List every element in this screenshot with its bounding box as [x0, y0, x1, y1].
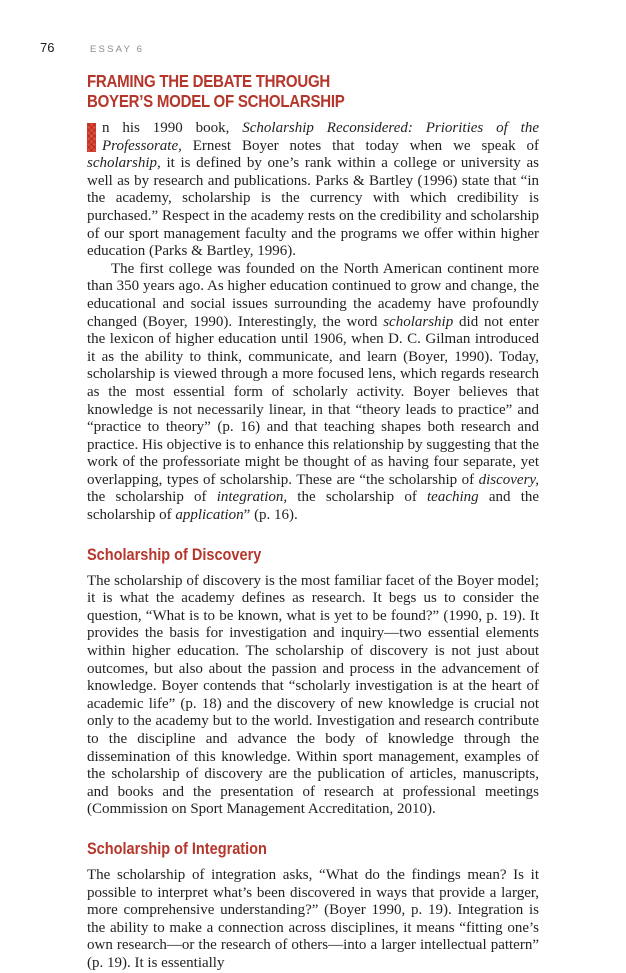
chapter-title-line-2: BOYER’S MODEL OF SCHOLARSHIP — [87, 91, 345, 111]
text-run: The first college was founded on the North American continent more than 350 years ago. As higher education continued to grow and change, the educational and social issues surrounding the academy have profoundly changed (Boyer, 1990). Interestingly, the word — [87, 260, 539, 330]
book-title: Scholarship Reconsidered: Priorities of the Professorate, — [102, 120, 539, 154]
text-run: the scholarship of — [287, 489, 428, 506]
text-run: it is defined by one’s rank within a college or university as well as by research and publications. Parks & Bartley (1996) state that “in the academy, scholarship is the currency with which credibility is purchased.” Respect in the academy rests on the credibility and scholarship of our sport management faculty and the programs we offer within higher education (Parks & Bartley, 1996). — [87, 155, 539, 260]
emphasis: integration, — [216, 489, 288, 506]
drop-cap-ornament-icon — [87, 123, 96, 152]
emphasis: discovery, — [478, 471, 539, 488]
emphasis: teaching — [427, 489, 479, 506]
chapter-title — [87, 71, 538, 111]
chapter-title-line-1: FRAMING THE DEBATE THROUGH — [87, 71, 331, 91]
emphasis: scholarship, — [87, 155, 161, 172]
section-heading-integration: Scholarship of Integration — [87, 839, 267, 858]
intro-paragraph-1 — [87, 120, 539, 261]
text-run: n his 1990 book, — [102, 120, 243, 136]
text-run: did not enter the lexicon of higher education until 1906, when D. C. Gilman introduced it as the ability to think, communicate, and learn (Boyer, 1990). Today, scholarship is viewed through a more focused lens, which regards research as the most essential form of scholarly activity. Boyer believes that knowledge is not necessarily linear, in that “theory leads to practice” and “practice to theory” (p. 16) and that teaching shapes both research and practice. His objective is to enhance this relationship by suggesting that the work of the professoriate might be thought of as having four separate, yet overlapping, types of scholarship. These are “the scholarship of — [87, 313, 539, 488]
intro-paragraph-2 — [87, 261, 539, 525]
text-run: ” (p. 16). — [243, 507, 298, 524]
text-run: the scholarship of — [87, 489, 217, 506]
text-run: and the scholarship of — [87, 489, 540, 524]
emphasis: scholarship — [383, 313, 454, 330]
essay-label: ESSAY 6 — [90, 44, 145, 55]
running-head — [40, 40, 144, 56]
page-number: 76 — [40, 40, 55, 55]
section-heading-discovery: Scholarship of Discovery — [87, 545, 262, 564]
text-run: Ernest Boyer notes that today when we speak of — [181, 137, 539, 154]
page-content — [87, 71, 539, 973]
emphasis: application — [175, 507, 244, 524]
discovery-paragraph: The scholarship of discovery is the most familiar facet of the Boyer model; it is what the academy defines as research. It begs us to consider the question, “What is to be known, what is yet to be found?” (1990, p. 19). It provides the basis for investigation and inquiry—two essential elements within higher education. The scholarship of discovery is not just about outcomes, but also about the passion and process in the advancement of knowledge. Boyer contends that “scholarly investigation is at the heart of academic life” (p. 18) and the discovery of new knowledge is crucial not only to the academy but to the world. Investigation and research contribute to the discipline and advance the body of knowledge through the dissemination of this knowledge. Within sport management, examples of the scholarship of discovery are the publication of articles, manuscripts, and books and the presentation of research at professional meetings (Commission on Sport Management Accreditation, 2010). — [87, 572, 539, 818]
integration-paragraph: The scholarship of integration asks, “What do the findings mean? Is it possible to interpret what’s been discovered in ways that provide a larger, more comprehensive understanding?” (Boyer 1990, p. 19). Integration is the ability to make a connection across disciplines, it means “fitting one’s own research—or the research of others—into a larger intellectual pattern” (p. 19). It is essentially — [87, 866, 539, 971]
